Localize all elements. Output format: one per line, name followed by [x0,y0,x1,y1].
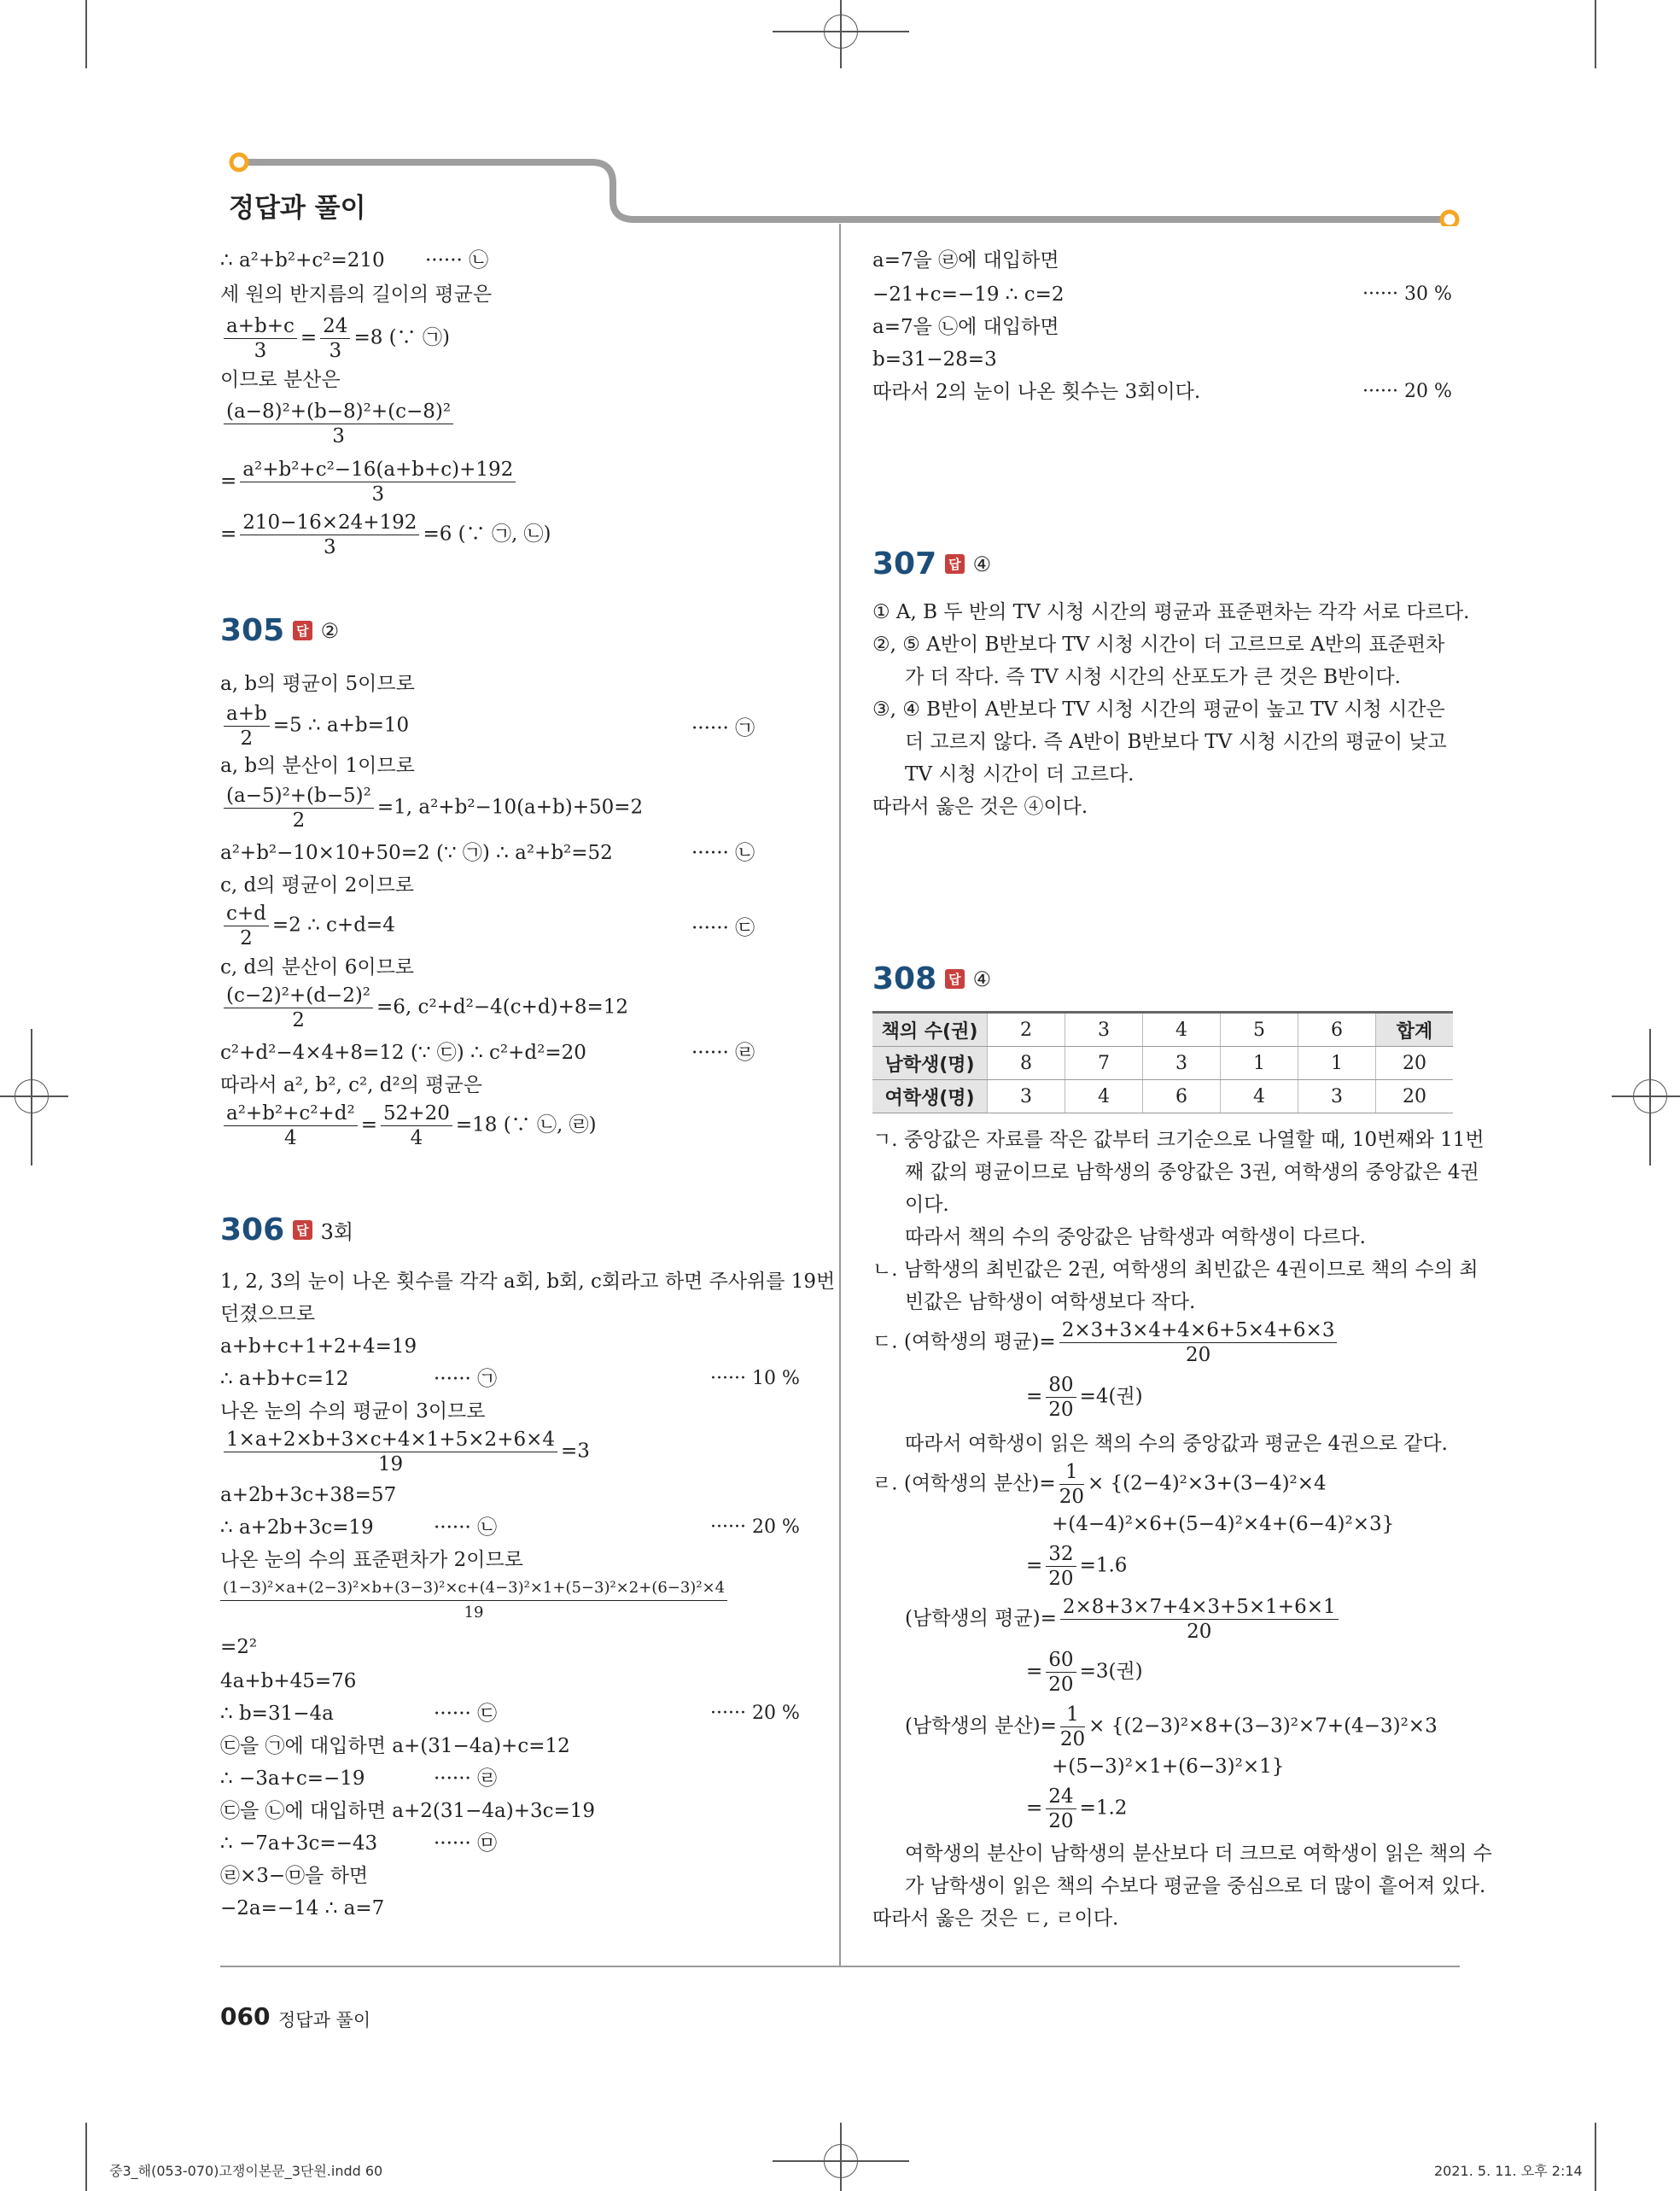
equation-line: = $\frac{60}{20}$ =3(권) [1026,1649,1143,1696]
text-line: a, b의 평균이 5이므로 [220,673,415,695]
equation-line: (남학생의 평균)= $\frac{2\times 8+3\times 7+4\times 3+5\times 1+6\times 1}{20}$ [905,1595,1342,1644]
table-row [872,1080,1453,1113]
print-slug-date: 2021. 5. 11. 오후 2:14 [1434,2163,1583,2179]
row-header: 책의 수(권) [872,1013,988,1047]
text-line: 나온 눈의 수의 평균이 3이므로 [220,1400,486,1423]
table-cell: 1 [1221,1047,1298,1080]
text-line: 이므로 분산은 [220,369,341,391]
table-cell: 4 [1221,1080,1298,1113]
registration-mark [15,1079,49,1113]
text-line: ㄴ. 남학생의 최빈값은 2권, 여학생의 최빈값은 4권이므로 책의 수의 최 [872,1259,1479,1281]
header-dot-icon [1442,212,1457,226]
text-line: ㄱ. 중앙값은 자료를 작은 값부터 크기순으로 나열할 때, 10번째와 11번 [872,1129,1485,1151]
equation-mark: ······ ㉢ [434,1703,498,1725]
equation-line: 4a+b+45=76 [220,1670,357,1692]
equation-line: = $\frac{24}{20}$ =1.2 [1026,1785,1128,1832]
row-header: 남학생(명) [872,1047,988,1080]
equation-line: ∴ −3a+c=−19 [220,1767,365,1790]
text-line: ②, ⑤ A반이 B반보다 TV 시청 시간이 더 고르므로 A반의 표준편차 [872,634,1445,656]
text-line: 가 더 작다. 즉 TV 시청 시간의 산포도가 큰 것은 B반이다. [905,666,1401,688]
equation-line: ㉣×3−㉤을 하면 [220,1865,369,1887]
table-cell: 6 [1298,1013,1376,1047]
text-line: 따라서 옳은 것은 ④이다. [872,796,1088,818]
header-bar [220,149,1467,226]
text-line: c, d의 평균이 2이므로 [220,874,415,897]
table-row [872,1013,1453,1047]
registration-mark [824,15,858,49]
equation-line: $\frac{a+b+c}{3}$ = $\frac{24}{3}$ =8 (∵ ㉠) [220,314,450,363]
equation-line: $\frac{1\times a+2\times b+3\times c+4\times 1+5\times 2+6\times 4}{19}$ =3 [220,1428,590,1476]
text-line: 따라서 책의 수의 중앙값은 남학생과 여학생이 다르다. [905,1226,1366,1248]
equation-line: $\frac{\text{(1−3)²×a+(2−3)²×b+(3−3)²×c+(4−3)²×1+(5−3)²×2+(6−3)²×4}}{19}$ [220,1576,727,1625]
problem-306-header [220,1212,353,1247]
equation-line: ∴ a+2b+3c=19 [220,1516,374,1539]
score-percent: ······ 30 % [1362,283,1452,305]
equation-line: $\frac{c+d}{2}$ =2 ∴ c+d=4 ······ ㉢ [220,902,395,950]
table-cell: 7 [1065,1047,1143,1080]
answer-badge: 답 [293,621,312,640]
table-cell: 6 [1143,1080,1221,1113]
text-line: 1, 2, 3의 눈이 나온 횟수를 각각 a회, b회, c회라고 하면 주사위를 19번 [220,1271,836,1293]
table-cell: 3 [1298,1080,1376,1113]
equation-line: a²+b²−10×10+50=2 (∵ ㉠) ∴ a²+b²=52 [220,842,613,864]
answer-badge: 답 [293,1220,312,1240]
equation-mark: ······ ㉡ [691,842,755,864]
equation-line: = $\frac{80}{20}$ =4(권) [1026,1374,1143,1421]
footer-rule [220,1966,1460,1967]
equation-line: (남학생의 분산)= $\frac{1}{20}$ × {(2−3)²×8+(3−3)²×7+(4−3)²×3 [905,1703,1438,1750]
score-percent: ······ 20 % [710,1703,800,1724]
crop-mark [85,2123,87,2191]
text-line: c, d의 분산이 6이므로 [220,956,415,979]
problem-305-header [220,613,339,648]
problem-number: 306 [220,1212,285,1247]
text-line: a, b의 분산이 1이므로 [220,755,415,777]
table-cell: 3 [988,1080,1065,1113]
equation-mark: ······ ㉢ [691,917,755,939]
equation-line: −2a=−14 ∴ a=7 [220,1897,385,1919]
table-cell: 5 [1221,1013,1298,1047]
table-cell: 20 [1376,1080,1454,1113]
text-line: TV 시청 시간이 더 고르다. [905,763,1135,786]
equation-line: ∴ b=31−4a [220,1703,334,1725]
equation-line: −21+c=−19 ∴ c=2 [872,283,1065,306]
table-cell: 2 [988,1013,1065,1047]
registration-mark [1633,1079,1667,1113]
equation-mark: ······ ㉡ [434,1516,498,1539]
text-line: 가 남학생이 읽은 책의 수보다 평균을 중심으로 더 많이 흩어져 있다. [905,1875,1486,1897]
equation-line: $\frac{\text{(a−8)²+(b−8)²+(c−8)²}}{3}$ [220,400,457,448]
text-line: 따라서 2의 눈이 나온 횟수는 3회이다. [872,381,1201,403]
footer-label: 정답과 풀이 [278,2010,371,2030]
table-cell: 1 [1298,1047,1376,1080]
problem-308-header [872,961,991,996]
score-percent: ······ 20 % [1362,381,1452,402]
equation-line: a=7을 ㉣에 대입하면 [872,249,1059,272]
answer-text: ② [320,618,340,643]
equation-line: $\frac{a+b}{2}$ =5 ∴ a+b=10 ······ ㉠ [220,702,409,751]
text-line: 이다. [905,1194,949,1216]
score-percent: ······ 10 % [710,1368,800,1389]
text-line: 빈값은 남학생이 여학생보다 작다. [905,1291,1196,1313]
equation-line: = $\frac{210-16\times 24+192}{3}$ =6 (∵ ㉠, ㉡) [220,511,551,558]
page-number: 060 [220,2002,271,2030]
equation-line: +(5−3)²×1+(6−3)²×1} [1052,1756,1285,1778]
table-cell: 3 [1065,1013,1143,1047]
text-line: 여학생의 분산이 남학생의 분산보다 더 크므로 여학생이 읽은 책의 수 [905,1843,1492,1865]
equation-line: ∴ a+b+c=12 [220,1368,349,1390]
equation-line: ∴ −7a+3c=−43 [220,1832,378,1855]
text-line: 따라서 여학생이 읽은 책의 수의 중앙값과 평균은 4권으로 같다. [905,1433,1448,1455]
equation-line: ㄹ. (여학생의 분산)= $\frac{1}{20}$ × {(2−4)²×3+(3−4)²×4 [872,1461,1327,1508]
table-row [872,1047,1453,1080]
text-line: 나온 눈의 수의 표준편차가 2이므로 [220,1549,523,1571]
table-cell: 3 [1143,1047,1221,1080]
table-cell: 합계 [1376,1013,1454,1047]
text-line: ③, ④ B반이 A반보다 TV 시청 시간의 평균이 높고 TV 시청 시간은 [872,698,1445,721]
equation-line: = $\frac{32}{20}$ =1.6 [1026,1543,1128,1590]
crop-mark [1595,2123,1596,2191]
problem-number: 305 [220,613,285,648]
row-header: 여학생(명) [872,1080,988,1113]
text-line: 던졌으므로 [220,1303,316,1325]
equation-mark: ······ ㉣ [691,1042,755,1064]
text-line: ∴ a²+b²+c²=210 [220,249,385,272]
equation-line: =2² [220,1636,258,1658]
equation-line: ㉢을 ㉠에 대입하면 a+(31−4a)+c=12 [220,1735,570,1757]
equation-line: b=31−28=3 [872,348,997,371]
problem-307-header [872,546,991,581]
text-line: 째 값의 평균이므로 남학생의 중앙값은 3권, 여학생의 중앙값은 4권 [905,1161,1479,1183]
table-cell: 4 [1143,1013,1221,1047]
equation-line: a=7을 ㉡에 대입하면 [872,316,1059,338]
equation-line: c²+d²−4×4+8=12 (∵ ㉢) ∴ c²+d²=20 [220,1042,586,1064]
equation-mark: ······ ㉡ [425,249,489,272]
page-header-title: 정답과 풀이 [229,193,366,224]
text-line: 세 원의 반지름의 길이의 평균은 [220,283,493,306]
equation-line: $\frac{\text{a²+b²+c²+d²}}{4}$ = $\frac{52+20}{4}$ =18 (∵ ㉡, ㉣) [220,1101,597,1150]
column-divider [839,224,841,1966]
header-dot-icon [231,155,247,170]
answer-text: 3회 [320,1220,354,1244]
equation-line: a+2b+3c+38=57 [220,1484,397,1506]
equation-line: ㄷ. (여학생의 평균)= $\frac{2\times 3+3\times 4+4\times 6+5\times 4+6\times 3}{20}$ [872,1318,1340,1367]
equation-mark: ······ ㉤ [434,1832,498,1855]
table-cell: 4 [1065,1080,1143,1113]
crop-mark [1595,0,1596,68]
problem-number: 308 [872,961,937,996]
print-slug-file: 중3_해(053-070)고쟁이본문_3단원.indd 60 [109,2163,383,2179]
answer-badge: 답 [945,554,965,574]
equation-line: ㉢을 ㉡에 대입하면 a+2(31−4a)+3c=19 [220,1800,596,1822]
text-line: ① A, B 두 반의 TV 시청 시간의 평균과 표준편차는 각각 서로 다르다. [872,601,1470,623]
table-cell: 20 [1376,1047,1454,1080]
equation-mark: ······ ㉠ [434,1368,498,1390]
equation-line: $\frac{\text{(c−2)²+(d−2)²}}{2}$ =6, c²+d²−4(c+d)+8=12 [220,984,628,1032]
equation-line: $\frac{\text{(a−5)²+(b−5)²}}{2}$ =1, a²+b²−10(a+b)+50=2 [220,784,643,833]
equation-line: a+b+c+1+2+4=19 [220,1335,417,1358]
equation-mark: ······ ㉠ [691,717,755,739]
conclusion-text: 따라서 옳은 것은 ㄷ, ㄹ이다. [872,1908,1119,1930]
equation-mark: ······ ㉣ [434,1767,498,1790]
answer-text: ④ [972,967,992,991]
text-line: 따라서 a², b², c², d²의 평균은 [220,1074,482,1096]
crop-mark [85,0,87,68]
answer-badge: 답 [945,969,965,989]
score-percent: ······ 20 % [710,1516,800,1538]
answer-text: ④ [972,552,992,576]
registration-mark [824,2144,858,2178]
text-line: 더 고르지 않다. 즉 A반이 B반보다 TV 시청 시간의 평균이 낮고 [905,731,1447,753]
equation-line: +(4−4)²×6+(5−4)²×4+(6−4)²×3} [1052,1513,1395,1535]
problem-number: 307 [872,546,937,581]
equation-line: = $\frac{\text{a²+b²+c²−16(a+b+c)+192}}{3}$ [220,458,519,506]
table-cell: 8 [988,1047,1065,1080]
frequency-table [872,1011,1453,1113]
